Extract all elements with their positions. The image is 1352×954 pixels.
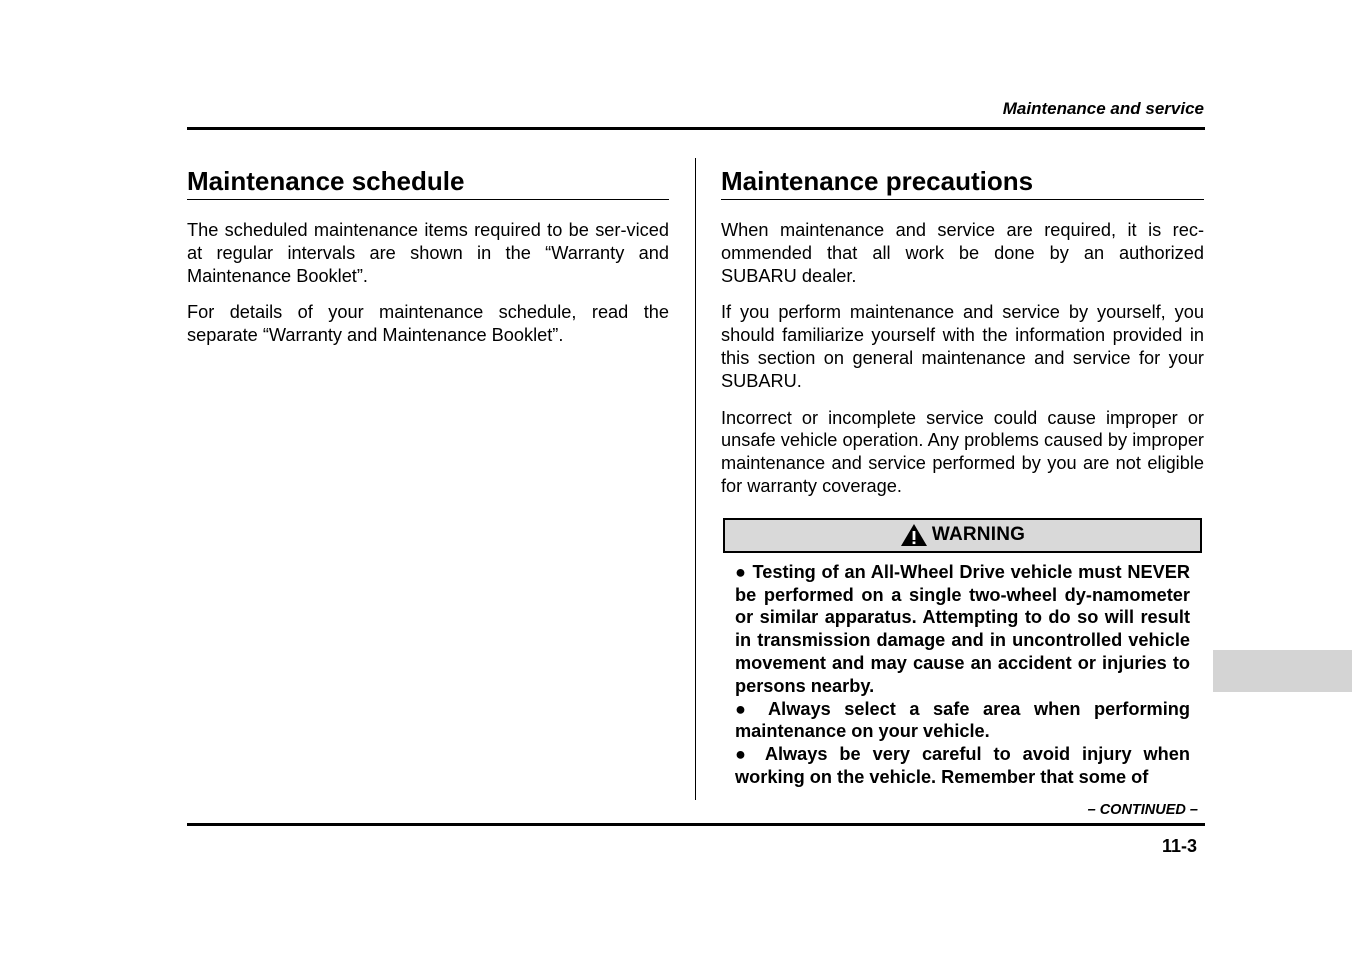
section-title-maintenance-schedule: Maintenance schedule	[187, 164, 669, 200]
precautions-paragraph-1: When maintenance and service are required, it is rec-ommended that all work be done by an authorized SUBARU dealer.	[721, 220, 1204, 286]
running-head: Maintenance and service	[1002, 99, 1204, 118]
warning-triangle-icon	[900, 523, 928, 547]
warning-list	[735, 561, 1190, 789]
warning-item-text: Always be very careful to avoid injury when working on the vehicle. Remember that some of	[735, 744, 1190, 787]
bullet-icon: ●	[735, 698, 769, 719]
schedule-paragraph-2: For details of your maintenance schedule, read the separate “Warranty and Maintenance Booklet”.	[187, 302, 669, 346]
footer-rule	[187, 823, 1205, 826]
header-rule	[187, 127, 1205, 130]
right-column	[721, 164, 1204, 789]
continued-label: – CONTINUED –	[1087, 802, 1198, 818]
warning-item	[735, 743, 1190, 789]
left-column	[187, 164, 669, 347]
bullet-icon: ●	[735, 561, 753, 582]
warning-item-text: Always select a safe area when performing maintenance on your vehicle.	[735, 698, 1190, 742]
schedule-paragraph-1: The scheduled maintenance items required to be ser-viced at regular intervals are shown in the “Warranty and Maintenance Booklet”.	[187, 220, 669, 286]
warning-item	[735, 698, 1190, 744]
chapter-tab	[1213, 650, 1352, 692]
column-divider	[695, 158, 696, 800]
warning-banner	[723, 518, 1202, 553]
precautions-paragraph-2: If you perform maintenance and service by yourself, you should familiarize yourself with the information provided in this section on general maintenance and service for your SUBARU.	[721, 302, 1204, 391]
page-number: 11-3	[1161, 836, 1197, 856]
warning-item	[735, 561, 1190, 698]
warning-title: WARNING	[931, 524, 1026, 546]
warning-item-text: Testing of an All-Wheel Drive vehicle must NEVER be performed on a single two-wheel dy-namometer or similar apparatus. Attempting to do so will result in transmission damage and in uncontrolled vehicle movement and may cause an accident or injuries to persons nearby.	[735, 561, 1190, 696]
precautions-paragraph-3: Incorrect or incomplete service could cause improper or unsafe vehicle operation. Any problems caused by improper maintenance and service performed by you are not eligible for warranty coverage.	[721, 407, 1204, 496]
section-title-maintenance-precautions: Maintenance precautions	[721, 164, 1204, 200]
bullet-icon: ●	[735, 744, 765, 765]
